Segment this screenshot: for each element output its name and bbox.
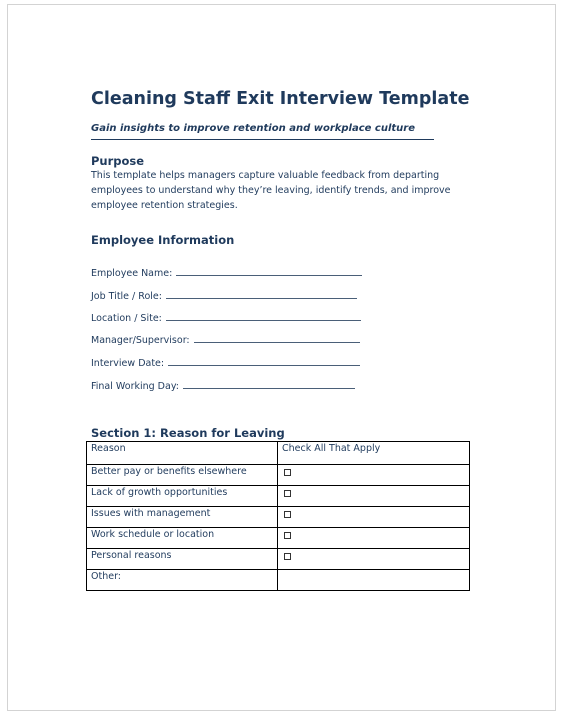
checkbox-icon[interactable]	[284, 469, 291, 476]
subtitle-divider	[91, 139, 434, 140]
reason-cell: Personal reasons	[87, 549, 278, 570]
reason-cell: Lack of growth opportunities	[87, 486, 278, 507]
employee-name-line[interactable]	[176, 265, 362, 276]
reason-cell: Work schedule or location	[87, 528, 278, 549]
table-row	[87, 465, 470, 486]
checkbox-icon[interactable]	[284, 532, 291, 539]
employee-info-heading: Employee Information	[91, 233, 235, 247]
checkbox-icon[interactable]	[284, 490, 291, 497]
purpose-text: This template helps managers capture valuable feedback from departing employees to understand why they’re leaving, identify trends, and improve employee retention strategies.	[91, 170, 451, 211]
table-row	[87, 486, 470, 507]
reasons-table	[86, 441, 470, 591]
check-cell[interactable]	[278, 465, 470, 486]
other-input-cell[interactable]	[278, 570, 470, 591]
job-title-line[interactable]	[166, 288, 357, 299]
table-row	[87, 549, 470, 570]
check-cell[interactable]	[278, 528, 470, 549]
manager-label: Manager/Supervisor:	[91, 335, 190, 346]
manager-field[interactable]	[91, 332, 360, 346]
job-title-field[interactable]	[91, 288, 357, 302]
column-header-check: Check All That Apply	[278, 442, 470, 465]
table-header-row	[87, 442, 470, 465]
interview-date-field[interactable]	[91, 355, 360, 369]
reason-cell: Issues with management	[87, 507, 278, 528]
document-title: Cleaning Staff Exit Interview Template	[91, 89, 470, 109]
reason-cell: Better pay or benefits elsewhere	[87, 465, 278, 486]
table-row	[87, 528, 470, 549]
check-cell[interactable]	[278, 486, 470, 507]
reason-cell: Other:	[87, 570, 278, 591]
checkbox-icon[interactable]	[284, 511, 291, 518]
final-working-day-field[interactable]	[91, 378, 355, 392]
interview-date-line[interactable]	[168, 355, 360, 366]
interview-date-label: Interview Date:	[91, 358, 165, 369]
column-header-reason: Reason	[87, 442, 278, 465]
employee-name-label: Employee Name:	[91, 268, 173, 279]
check-cell[interactable]	[278, 507, 470, 528]
employee-name-field[interactable]	[91, 265, 362, 279]
manager-line[interactable]	[194, 332, 360, 343]
final-working-day-label: Final Working Day:	[91, 381, 179, 392]
table-row	[87, 570, 470, 591]
check-cell[interactable]	[278, 549, 470, 570]
purpose-heading: Purpose	[91, 154, 145, 168]
document-subtitle: Gain insights to improve retention and workplace culture	[91, 123, 416, 134]
job-title-label: Job Title / Role:	[91, 291, 162, 302]
final-working-day-line[interactable]	[183, 378, 355, 389]
table-row	[87, 507, 470, 528]
location-label: Location / Site:	[91, 313, 162, 324]
location-field[interactable]	[91, 310, 361, 324]
location-line[interactable]	[166, 310, 361, 321]
checkbox-icon[interactable]	[284, 553, 291, 560]
section1-heading: Section 1: Reason for Leaving	[91, 426, 285, 440]
